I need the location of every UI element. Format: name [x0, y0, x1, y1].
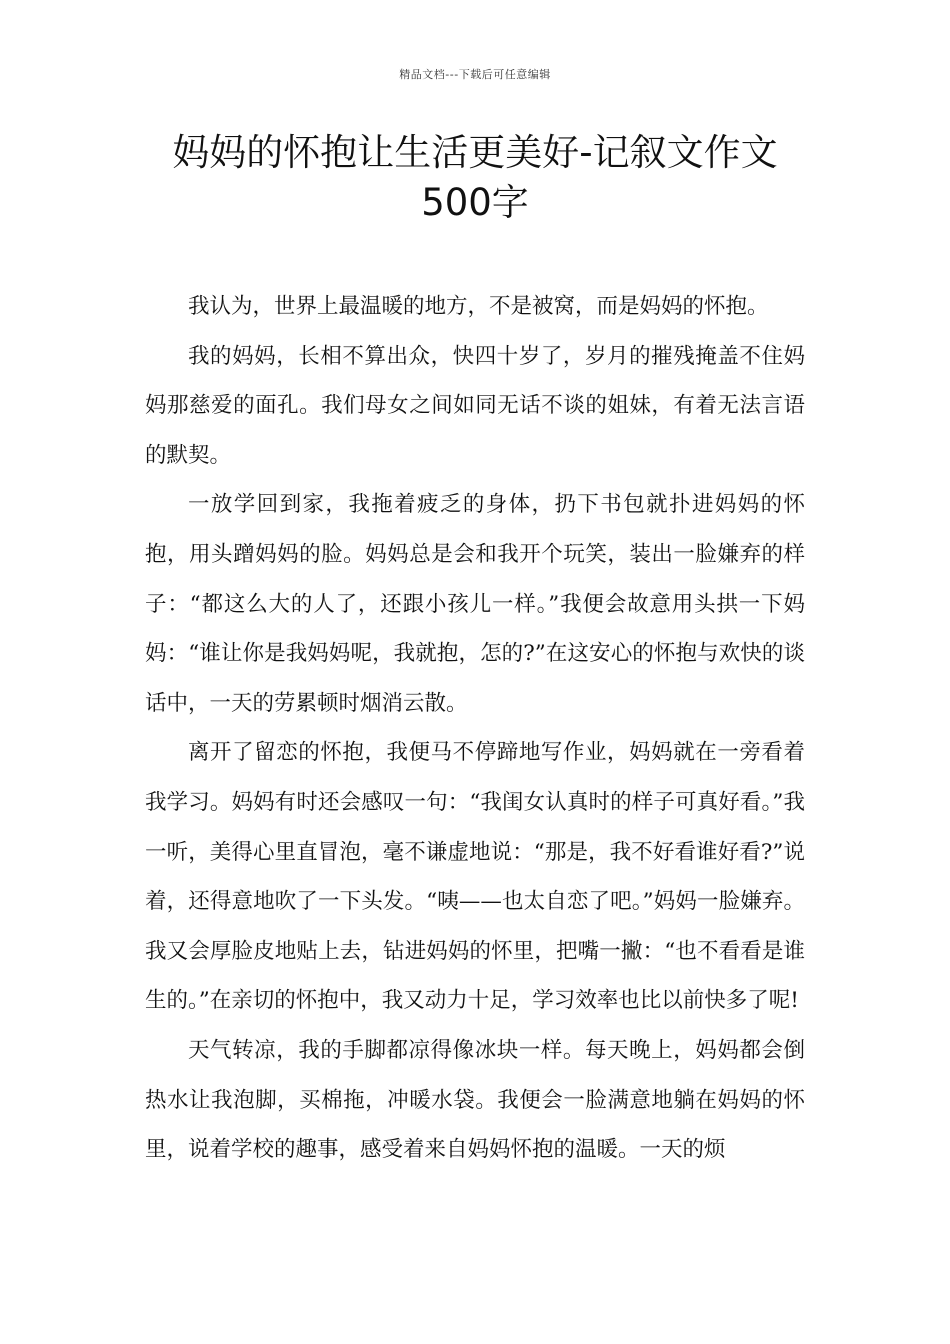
header-note: 精品文档---下载后可任意编辑: [399, 68, 551, 81]
document-title: 妈妈的怀抱让生活更美好-记叙文作文500字: [172, 131, 778, 224]
paragraph: 一放学回到家，我拖着疲乏的身体，扔下书包就扑进妈妈的怀抱，用头蹭妈妈的脸。妈妈总是会和我开个玩笑，装出一脸嫌弃的样子：“都这么大的人了，还跟小孩儿一样。”我便会故意用头拱一下妈妈：“谁让你是我妈妈呢，我就抱，怎的?”在这安心的怀抱与欢快的谈话中，一天的劳累顿时烟消云散。: [145, 492, 805, 716]
paragraph: 离开了留恋的怀抱，我便马不停蹄地写作业，妈妈就在一旁看着我学习。妈妈有时还会感叹一句：“我闺女认真时的样子可真好看。”我一听，美得心里直冒泡，毫不谦虚地说：“那是，我不好看谁好看?”说着，还得意地吹了一下头发。“咦——也太自恋了吧。”妈妈一脸嫌弃。我又会厚脸皮地贴上去，钻进妈妈的怀里，把嘴一撇：“也不看看是谁生的。”在亲切的怀抱中，我又动力十足，学习效率也比以前快多了呢!: [145, 740, 805, 1014]
paragraph: 天气转凉，我的手脚都凉得像冰块一样。每天晚上，妈妈都会倒热水让我泡脚，买棉拖，冲暖水袋。我便会一脸满意地躺在妈妈的怀里，说着学校的趣事，感受着来自妈妈怀抱的温暖。一天的烦: [145, 1037, 805, 1163]
paragraph: 我认为，世界上最温暖的地方，不是被窝，而是妈妈的怀抱。: [188, 294, 769, 319]
paragraph: 我的妈妈，长相不算出众，快四十岁了，岁月的摧残掩盖不住妈妈那慈爱的面孔。我们母女之间如同无话不谈的姐妹，有着无法言语的默契。: [145, 343, 805, 468]
document-body: [145, 282, 805, 1175]
